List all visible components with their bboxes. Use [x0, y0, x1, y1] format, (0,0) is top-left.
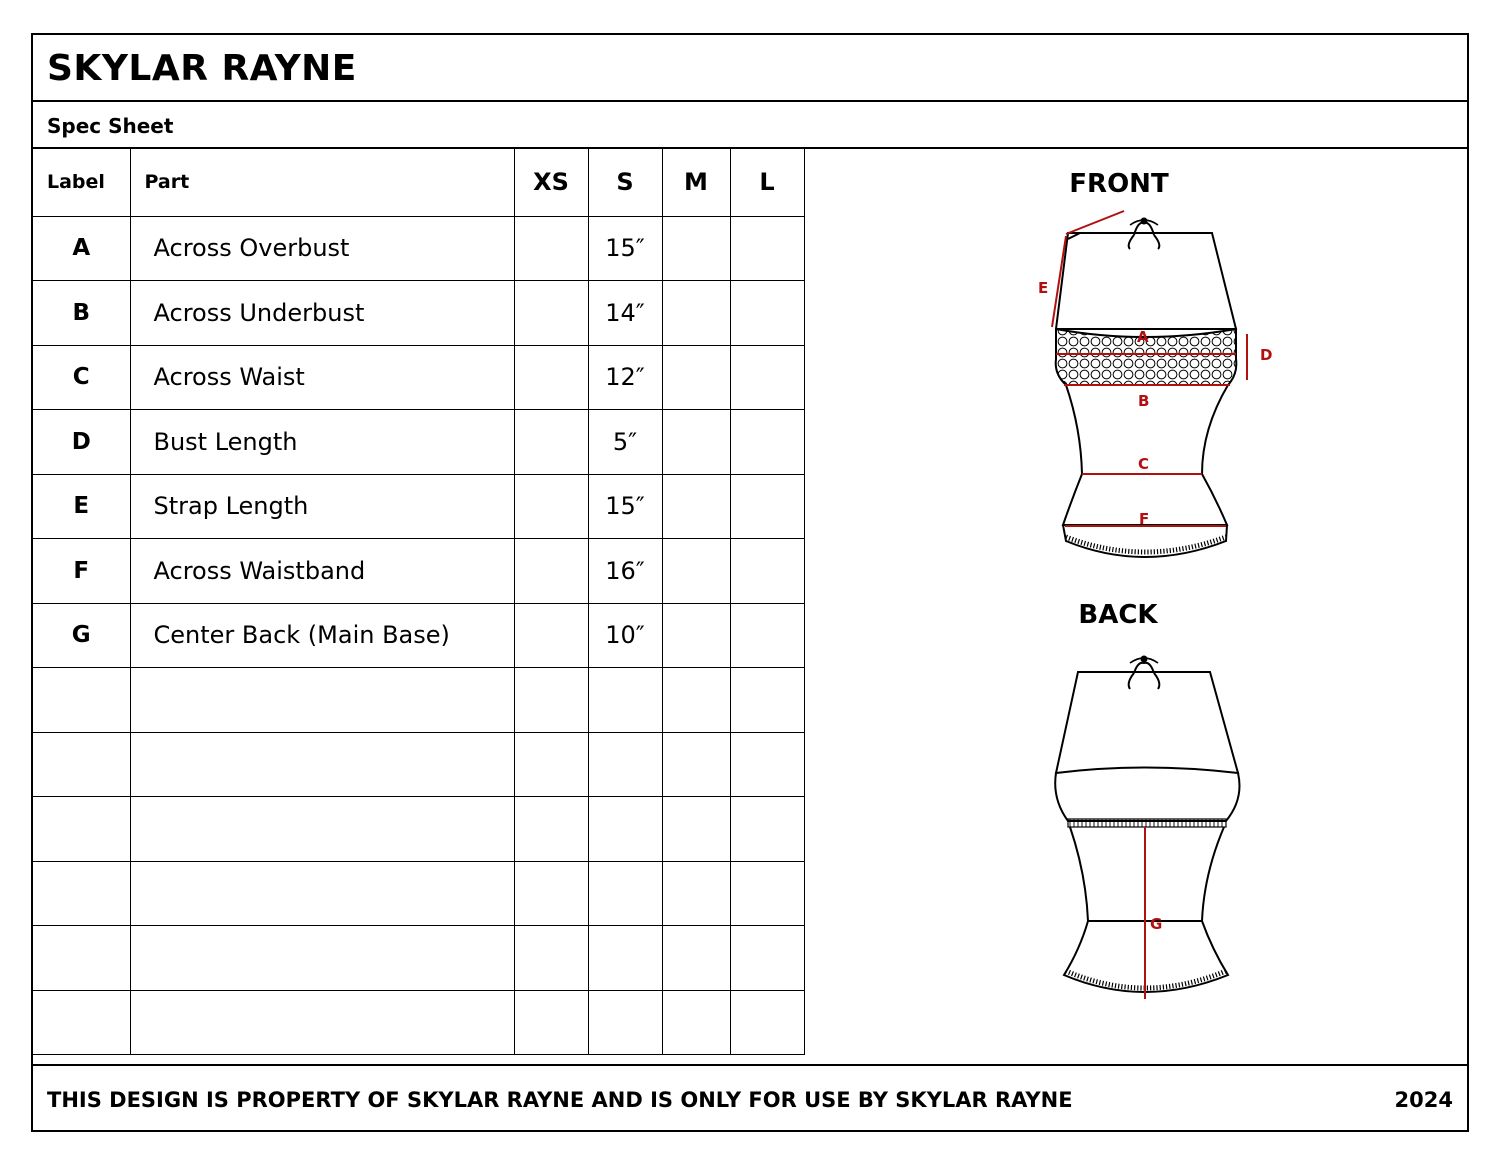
footer-year: 2024 [1394, 1088, 1453, 1112]
empty-cell [514, 797, 588, 862]
row-label: C [33, 345, 130, 410]
table-body [33, 216, 804, 1055]
empty-cell [730, 990, 804, 1055]
empty-cell [33, 990, 130, 1055]
header-size-xs: XS [514, 149, 588, 216]
row-label: E [33, 474, 130, 539]
row-part: Center Back (Main Base) [130, 603, 514, 668]
empty-cell [130, 926, 514, 991]
empty-cell [33, 668, 130, 733]
row-label: A [33, 216, 130, 281]
empty-cell [730, 926, 804, 991]
row-size-xs [514, 539, 588, 604]
empty-table-row [33, 990, 804, 1055]
header-brand-row [33, 35, 1467, 102]
table-row [33, 474, 804, 539]
empty-cell [514, 668, 588, 733]
row-size-m [662, 281, 730, 346]
row-size-m [662, 474, 730, 539]
row-size-m [662, 603, 730, 668]
row-size-m [662, 410, 730, 475]
table-row [33, 281, 804, 346]
empty-cell [514, 732, 588, 797]
empty-cell [514, 861, 588, 926]
measure-label-d: D [1260, 346, 1273, 364]
row-size-m [662, 345, 730, 410]
header-size-s: S [588, 149, 662, 216]
empty-table-row [33, 861, 804, 926]
row-size-l [730, 216, 804, 281]
empty-cell [730, 668, 804, 733]
empty-cell [662, 926, 730, 991]
empty-cell [33, 861, 130, 926]
front-view-title: FRONT [1069, 169, 1169, 199]
row-size-xs [514, 474, 588, 539]
row-size-l [730, 345, 804, 410]
row-size-l [730, 281, 804, 346]
empty-cell [130, 990, 514, 1055]
row-size-m [662, 539, 730, 604]
measure-label-a: A [1137, 328, 1149, 346]
table-header-row [33, 149, 804, 216]
empty-cell [514, 926, 588, 991]
empty-cell [33, 797, 130, 862]
header-part: Part [130, 149, 514, 216]
sheet-subtitle: Spec Sheet [47, 114, 174, 138]
garment-drawings-panel [804, 149, 1467, 1064]
empty-cell [130, 861, 514, 926]
empty-cell [514, 990, 588, 1055]
empty-table-row [33, 732, 804, 797]
empty-table-row [33, 797, 804, 862]
empty-cell [588, 926, 662, 991]
table-row [33, 216, 804, 281]
row-part: Across Waistband [130, 539, 514, 604]
measurement-table [33, 149, 805, 1055]
empty-cell [730, 861, 804, 926]
row-part: Bust Length [130, 410, 514, 475]
empty-cell [662, 732, 730, 797]
row-size-l [730, 539, 804, 604]
brand-title: SKYLAR RAYNE [47, 48, 357, 89]
row-part: Across Waist [130, 345, 514, 410]
empty-cell [130, 668, 514, 733]
row-part: Strap Length [130, 474, 514, 539]
measure-label-e: E [1038, 279, 1049, 297]
measure-label-b: B [1138, 392, 1150, 410]
measure-line-e-top [1066, 211, 1124, 234]
empty-cell [588, 861, 662, 926]
header-subtitle-row [33, 102, 1467, 149]
row-size-s: 15″ [588, 216, 662, 281]
row-size-s: 16″ [588, 539, 662, 604]
row-size-s: 12″ [588, 345, 662, 410]
row-part: Across Overbust [130, 216, 514, 281]
row-size-xs [514, 281, 588, 346]
back-garment-sketch [1055, 657, 1239, 993]
back-view-title: BACK [1078, 600, 1158, 630]
row-part: Across Underbust [130, 281, 514, 346]
header-size-l: L [730, 149, 804, 216]
empty-cell [588, 668, 662, 733]
empty-cell [588, 732, 662, 797]
table-row [33, 410, 804, 475]
header-size-m: M [662, 149, 730, 216]
measure-label-g: G [1150, 915, 1163, 933]
row-size-xs [514, 216, 588, 281]
footer [33, 1064, 1467, 1130]
empty-cell [588, 990, 662, 1055]
row-label: G [33, 603, 130, 668]
empty-cell [33, 732, 130, 797]
empty-cell [33, 926, 130, 991]
row-label: D [33, 410, 130, 475]
measure-label-c: C [1138, 455, 1150, 473]
row-size-xs [514, 603, 588, 668]
empty-table-row [33, 668, 804, 733]
empty-cell [130, 732, 514, 797]
footer-ownership-notice: THIS DESIGN IS PROPERTY OF SKYLAR RAYNE AND IS ONLY FOR USE BY SKYLAR RAYNE [47, 1088, 1073, 1112]
table-row [33, 539, 804, 604]
row-size-l [730, 474, 804, 539]
table-row [33, 345, 804, 410]
garment-illustration [804, 149, 1467, 1064]
empty-cell [730, 732, 804, 797]
empty-cell [130, 797, 514, 862]
empty-cell [662, 797, 730, 862]
header-label: Label [33, 149, 130, 216]
row-size-m [662, 216, 730, 281]
empty-cell [662, 668, 730, 733]
table-row [33, 603, 804, 668]
row-size-s: 5″ [588, 410, 662, 475]
empty-cell [730, 797, 804, 862]
row-size-l [730, 410, 804, 475]
row-size-xs [514, 345, 588, 410]
empty-cell [662, 861, 730, 926]
spec-sheet [31, 33, 1469, 1132]
front-garment-sketch [1056, 219, 1237, 558]
empty-cell [588, 797, 662, 862]
row-size-s: 10″ [588, 603, 662, 668]
row-size-l [730, 603, 804, 668]
measure-label-f: F [1139, 510, 1150, 528]
row-label: B [33, 281, 130, 346]
empty-cell [662, 990, 730, 1055]
row-size-xs [514, 410, 588, 475]
empty-table-row [33, 926, 804, 991]
row-size-s: 15″ [588, 474, 662, 539]
row-size-s: 14″ [588, 281, 662, 346]
row-label: F [33, 539, 130, 604]
